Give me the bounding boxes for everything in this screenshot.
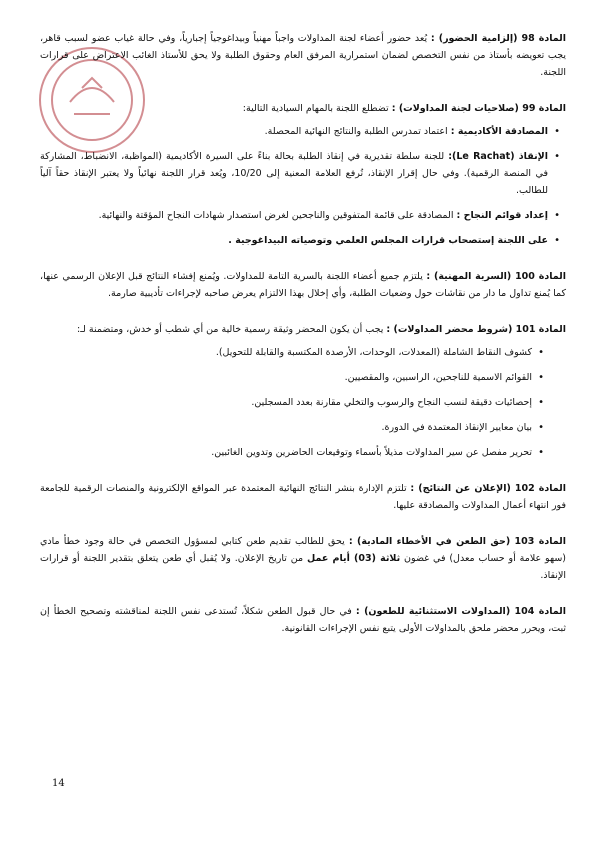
list-item: • كشوف النقاط الشاملة (المعدلات، الوحدات، الأرصدة المكتسبة والقابلة للتحويل). <box>40 344 532 361</box>
list-item <box>40 207 548 224</box>
article-103-deadline: ثلاثة (03) أيام عمل <box>306 553 401 564</box>
list-item-lead: المصادقة الأكاديمية : <box>450 126 548 137</box>
article-98 <box>40 30 566 81</box>
article-100-text: يلتزم جميع أعضاء اللجنة بالسرية التامة للمداولات. ويُمنع إفشاء النتائج قبل الإعلان الرسمي عنها، كما يُمنع تداول ما دار من نقاشات حول وضعيات الطلبة، وأي إخلال بهذا الالتزام يعرض صاحبه لإجراءات تأديبية صارمة. <box>40 271 566 299</box>
list-item: • القوائم الاسمية للناجحين، الراسبين، والمقصيين. <box>40 369 532 386</box>
page-number: 14 <box>52 778 65 789</box>
article-99-text: تضطلع اللجنة بالمهام السيادية التالية: <box>242 103 389 114</box>
document-body <box>40 30 566 656</box>
article-100 <box>40 268 566 302</box>
article-99-heading: المادة 99 (صلاحيات لجنة المداولات) : <box>391 103 566 114</box>
list-item-lead: الإنقاذ (Le Rachat): <box>448 151 548 162</box>
article-103-text-2: من تاريخ الإعلان. ولا يُقبل أي طعن يتعلق بتقدير اللجنة أو قرارات الإنقاذ. <box>40 553 566 581</box>
list-item: • تحرير مفصل عن سير المداولات مذيلاً بأسماء وتوقيعات الحاضرين وتدوين الغائبين. <box>40 444 532 461</box>
article-99 <box>40 100 566 117</box>
list-item: • إحصائيات دقيقة لنسب النجاح والرسوب والتخلي مقارنة بعدد المسجلين. <box>40 394 532 411</box>
article-101-text: يجب أن يكون المحضر وثيقة رسمية خالية من أي شطب أو خدش، ومتضمنة لـ: <box>77 324 384 335</box>
article-103-heading: المادة 103 (حق الطعن في الأخطاء المادية) : <box>348 536 566 547</box>
article-100-heading: المادة 100 (السرية المهنية) : <box>426 271 566 282</box>
article-101 <box>40 321 566 338</box>
article-102-heading: المادة 102 (الإعلان عن النتائج) : <box>410 483 566 494</box>
article-102 <box>40 480 566 514</box>
article-104-text: في حال قبول الطعن شكلاً، تُستدعى نفس اللجنة لمناقشته وتصحيح الخطأ إن ثبت، ويحرر محضر ملحق بالمداولات الأولى يتبع نفس الإجراءات القانونية. <box>40 606 566 634</box>
article-104 <box>40 603 566 637</box>
list-item <box>40 123 548 140</box>
list-item-text: على اللجنة إستصحاب قرارات المجلس العلمي وتوصياته البيداغوجية . <box>228 235 548 246</box>
list-item-lead: إعداد قوائم النجاح : <box>456 210 548 221</box>
article-99-list <box>40 123 566 249</box>
list-item-text: المصادقة على قائمة المتفوقين والناجحين لغرض استصدار شهادات النجاح المؤقتة والنهائية. <box>98 210 454 221</box>
article-98-heading: المادة 98 (إلزامية الحضور) : <box>430 33 566 44</box>
article-103-text-1: يحق للطالب تقديم طعن كتابي لمسؤول التخصص في حالة وجود خطأ مادي (سهو علامة أو حساب معدل) في غضون <box>40 536 566 564</box>
article-103 <box>40 533 566 584</box>
list-item-text: اعتماد تمدرس الطلبة والنتائج النهائية المحصلة. <box>264 126 448 137</box>
article-102-text: تلتزم الإدارة بنشر النتائج النهائية المعتمدة عبر المواقع الإلكترونية والمنصات الرقمية للجامعة فور انتهاء أعمال المداولات والمصادقة عليها. <box>40 483 566 511</box>
list-item: • بيان معايير الإنقاذ المعتمدة في الدورة. <box>40 419 532 436</box>
article-104-heading: المادة 104 (المداولات الاستثنائية للطعون) : <box>355 606 566 617</box>
article-98-text: يُعد حضور أعضاء لجنة المداولات واجباً مهنياً وبيداغوجياً إجبارياً، وفي حالة غياب عضو لسبب قاهر، يجب تعويضه بأستاذ من نفس التخصص لضمان استمرارية المرفق العام وحقوق الطلبة ولا يحق للأستاذ الغائب الاعتراض على قرارات اللجنة. <box>40 33 566 78</box>
article-101-list <box>40 344 566 461</box>
list-item-text: للجنة سلطة تقديرية في إنقاذ الطلبة بحالة بناءً على السيرة الأكاديمية (المواظبة، الانضباط، المشاركة في المنصة الرقمية). وفي حال إقرار الإنقاذ، تُرفع العلامة المعنية إلى 10/20، ويُعد قرار اللجنة نهائياً ولا يعتبر الإنقاذ حقاً آلياً للطالب. <box>40 151 548 196</box>
article-101-heading: المادة 101 (شروط محضر المداولات) : <box>386 324 566 335</box>
list-item <box>40 148 548 199</box>
list-item <box>40 232 548 249</box>
